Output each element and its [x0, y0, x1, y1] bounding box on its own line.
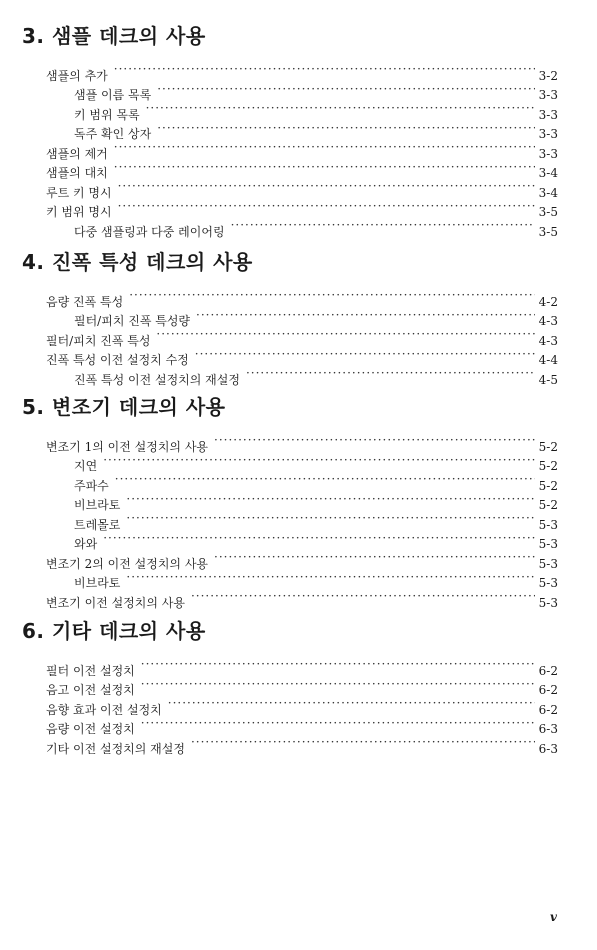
leader-dots: [126, 509, 534, 529]
leader-dots: [231, 216, 535, 236]
leader-dots: [146, 99, 535, 119]
toc-entry[interactable]: [0, 470, 597, 493]
toc-entry[interactable]: [0, 675, 597, 695]
toc-entry[interactable]: [0, 509, 597, 532]
entry-label: 키 범위 명시: [46, 205, 112, 219]
page-number: v: [550, 910, 557, 924]
chapter-4-section: [0, 248, 597, 387]
entry-page: 6-2: [538, 702, 558, 717]
entry-page: 5-2: [538, 459, 558, 473]
chapter-title: 4. 진폭 특성 데크의 사용: [22, 250, 253, 274]
entry-label: 샘플의 추가: [46, 68, 108, 83]
toc-entry[interactable]: [0, 451, 597, 471]
entry-label: 비브라토: [74, 576, 121, 590]
chapter-5-section: [0, 393, 597, 610]
entry-label: 필터 이전 설정치: [46, 663, 135, 678]
toc-entry[interactable]: [0, 60, 597, 83]
entry-page: 6-2: [538, 683, 558, 697]
entry-page: 3-4: [538, 166, 558, 180]
toc-entry[interactable]: [0, 733, 597, 756]
entry-page: 3-5: [538, 205, 558, 219]
chapter-6-section: [0, 617, 597, 756]
toc-entry[interactable]: [0, 490, 597, 510]
toc-entry[interactable]: [0, 548, 597, 571]
entry-page: 4-4: [538, 353, 558, 367]
entry-page: 4-3: [538, 314, 558, 328]
toc-entry[interactable]: [0, 431, 597, 454]
toc-entry[interactable]: [0, 568, 597, 588]
toc-entry[interactable]: [0, 364, 597, 387]
entry-label: 필터/피치 진폭 특성량: [74, 314, 191, 328]
toc-entry[interactable]: [0, 306, 597, 326]
toc-entry[interactable]: [0, 177, 597, 200]
toc-entry[interactable]: [0, 80, 597, 100]
entry-page: 3-3: [538, 146, 558, 161]
entry-page: 5-3: [538, 517, 558, 532]
chapter-title: 6. 기타 데크의 사용: [22, 619, 206, 643]
toc-entry[interactable]: [0, 119, 597, 139]
entry-page: 3-4: [538, 185, 558, 200]
entry-label: 음향 효과 이전 설정치: [46, 702, 162, 717]
entry-label: 비브라토: [74, 498, 121, 512]
entry-page: 5-3: [538, 595, 558, 610]
toc-entry[interactable]: [0, 216, 597, 239]
chapter-title: 3. 샘플 데크의 사용: [22, 24, 206, 48]
leader-dots: [114, 138, 535, 158]
entry-page: 5-2: [538, 439, 558, 454]
leader-dots: [114, 60, 535, 80]
entry-label: 독주 확인 상자: [74, 127, 152, 141]
toc-entry[interactable]: [0, 714, 597, 734]
entry-page: 6-3: [538, 741, 558, 756]
entry-label: 주파수: [74, 478, 109, 493]
entry-label: 샘플의 대치: [46, 166, 108, 180]
toc-entry[interactable]: [0, 197, 597, 217]
leader-dots: [141, 675, 535, 695]
entry-page: 4-5: [538, 372, 558, 387]
toc-entry[interactable]: [0, 325, 597, 348]
leader-dots: [141, 655, 535, 675]
leader-dots: [126, 490, 534, 510]
leader-dots: [126, 568, 534, 588]
entry-page: 3-3: [538, 127, 558, 141]
toc-entry[interactable]: [0, 99, 597, 122]
entry-page: 6-3: [538, 722, 558, 736]
entry-page: 5-2: [538, 498, 558, 512]
entry-label: 다중 샘플링과 다중 레이어링: [74, 224, 225, 239]
toc-entry[interactable]: [0, 286, 597, 309]
leader-dots: [168, 694, 535, 714]
entry-page: 3-3: [538, 107, 558, 122]
entry-label: 필터/피치 진폭 특성: [46, 333, 151, 348]
entry-label: 변조기 1의 이전 설정치의 사용: [46, 439, 208, 454]
leader-dots: [103, 529, 534, 549]
leader-dots: [103, 451, 534, 471]
entry-page: 4-2: [538, 294, 558, 309]
toc-entry[interactable]: [0, 345, 597, 365]
entry-label: 음량 이전 설정치: [46, 722, 135, 736]
leader-dots: [118, 197, 535, 217]
entry-label: 트레몰로: [74, 517, 121, 532]
entry-page: 3-2: [538, 68, 558, 83]
leader-dots: [195, 345, 535, 365]
entry-label: 진폭 특성 이전 설정치 수정: [46, 353, 189, 367]
toc-entry[interactable]: [0, 587, 597, 610]
entry-page: 5-3: [538, 537, 558, 551]
chapter-3-section: [0, 22, 597, 239]
leader-dots: [191, 733, 535, 753]
toc-entry[interactable]: [0, 158, 597, 178]
entry-page: 3-5: [538, 224, 558, 239]
leader-dots: [129, 286, 534, 306]
entry-label: 지연: [74, 459, 98, 473]
entry-page: 5-3: [538, 556, 558, 571]
entry-label: 루트 키 명시: [46, 185, 112, 200]
entry-page: 6-2: [538, 663, 558, 678]
leader-dots: [118, 177, 535, 197]
toc-entry[interactable]: [0, 655, 597, 678]
leader-dots: [141, 714, 535, 734]
entry-page: 3-3: [538, 88, 558, 102]
entry-label: 진폭 특성 이전 설정치의 재설정: [74, 372, 240, 387]
leader-dots: [156, 325, 534, 345]
leader-dots: [214, 431, 535, 451]
toc-entry[interactable]: [0, 138, 597, 161]
entry-label: 키 범위 목록: [74, 107, 140, 122]
leader-dots: [196, 306, 535, 326]
toc-entry[interactable]: [0, 529, 597, 549]
leader-dots: [114, 158, 535, 178]
toc-entry[interactable]: [0, 694, 597, 717]
leader-dots: [246, 364, 535, 384]
leader-dots: [157, 119, 534, 139]
entry-label: 음고 이전 설정치: [46, 683, 135, 697]
entry-label: 변조기 2의 이전 설정치의 사용: [46, 556, 208, 571]
entry-label: 와와: [74, 537, 98, 551]
entry-label: 변조기 이전 설정치의 사용: [46, 595, 185, 610]
entry-label: 샘플 이름 목록: [74, 88, 152, 102]
leader-dots: [115, 470, 535, 490]
entry-label: 음량 진폭 특성: [46, 294, 124, 309]
leader-dots: [214, 548, 535, 568]
entry-page: 5-3: [538, 576, 558, 590]
leader-dots: [191, 587, 535, 607]
entry-page: 4-3: [538, 333, 558, 348]
entry-page: 5-2: [538, 478, 558, 493]
entry-label: 기타 이전 설정치의 재설정: [46, 741, 185, 756]
entry-label: 샘플의 제거: [46, 146, 108, 161]
chapter-title: 5. 변조기 데크의 사용: [22, 395, 226, 419]
leader-dots: [157, 80, 534, 100]
